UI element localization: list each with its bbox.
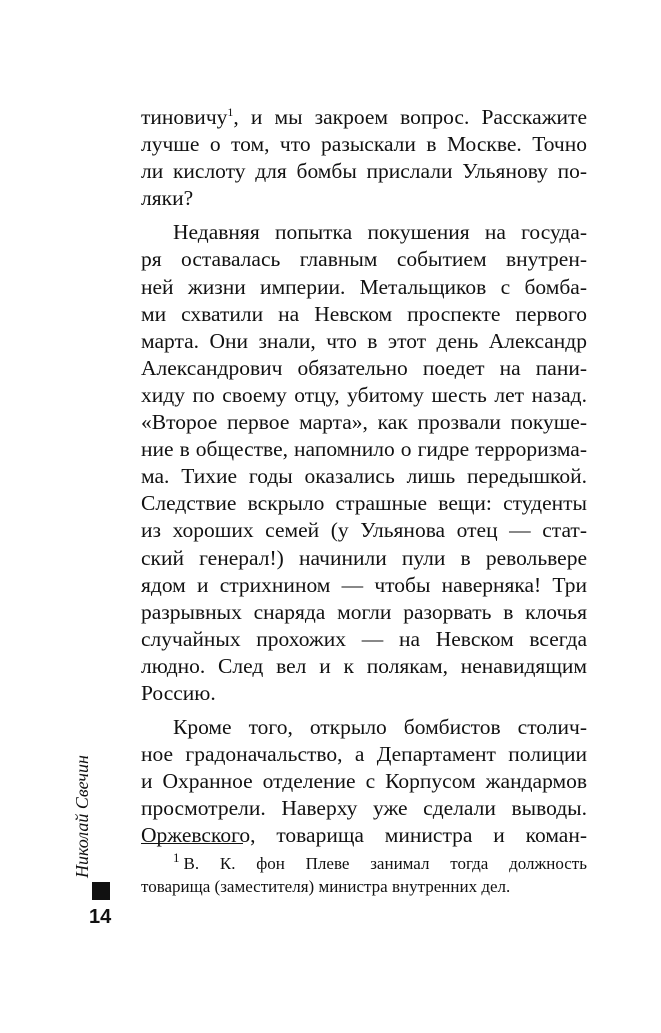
text-line: из хороших семей (у Ульянова отец — стат- [141, 518, 587, 543]
text-line: тиновичу$^1$, и мы закроем вопрос. Расскажите [141, 104, 587, 129]
text-line: ное градоначальство, а Департамент полиции [141, 742, 587, 767]
paragraph [141, 219, 587, 707]
footnote-text: В. К. фон Плеве занимал тогда должность [183, 854, 587, 873]
text-line: ми схватили на Невском проспекте первого [141, 301, 587, 326]
footnote-reference: 1 [227, 104, 234, 119]
text-line: Россию. [141, 680, 216, 705]
text-line: ней жизни империи. Метальщиков с бомба- [141, 274, 587, 299]
text-line: людно. След вел и к полякам, ненавидящим [141, 653, 587, 678]
text-line: ма. Тихие годы оказались лишь передышкой. [141, 464, 587, 489]
text-line: случайных прохожих — на Невском всегда [141, 626, 587, 651]
page-number: 14 [89, 906, 112, 928]
text-line: и Охранное отделение с Корпусом жандармов [141, 769, 587, 794]
footnote-line [141, 852, 587, 875]
main-text [141, 104, 587, 850]
text-line: ядом и стрихнином — чтобы наверняка! Три [141, 572, 587, 597]
footnote-divider [141, 843, 243, 844]
paragraph [141, 104, 587, 212]
text-line: ли кислоту для бомбы прислали Ульянову по- [141, 159, 587, 184]
text-line: Оржевского, товарища министра и коман- [141, 823, 587, 848]
text-line: ря оставалась главным событием внутрен- [141, 247, 587, 272]
text-line: лучше о том, что разыскали в Москве. Точно [141, 132, 587, 157]
text-line: Александрович обязательно поедет на пани- [141, 355, 587, 380]
footnote-line: товарища (заместителя) министра внутренних дел. [141, 877, 511, 896]
paragraph [141, 714, 587, 849]
text-line: Недавняя попытка покушения на госуда- [173, 220, 587, 245]
text-line: марта. Они знали, что в этот день Александр [141, 328, 587, 353]
text-line: ляки? [141, 186, 194, 211]
text-line: ние в обществе, напомнило о гидре терроризма- [141, 437, 587, 462]
square-ornament-icon [92, 882, 110, 900]
text-line: просмотрели. Наверху уже сделали выводы. [141, 796, 587, 821]
author-running-head: Николай Свечин [72, 755, 92, 878]
text-line: ский генерал!) начинили пули в револьвере [141, 545, 587, 570]
footnote-marker: 1 [173, 852, 180, 866]
text-line: разрывных снаряда могли разорвать в клочья [141, 599, 587, 624]
text-line: Кроме того, открыло бомбистов столич- [173, 715, 587, 740]
footnote [141, 852, 587, 898]
text-line: «Второе первое марта», как прозвали покуше- [141, 410, 587, 435]
text-line: хиду по своему отцу, убитому шесть лет назад. [141, 382, 587, 407]
text-line: Следствие вскрыло страшные вещи: студенты [141, 491, 587, 516]
